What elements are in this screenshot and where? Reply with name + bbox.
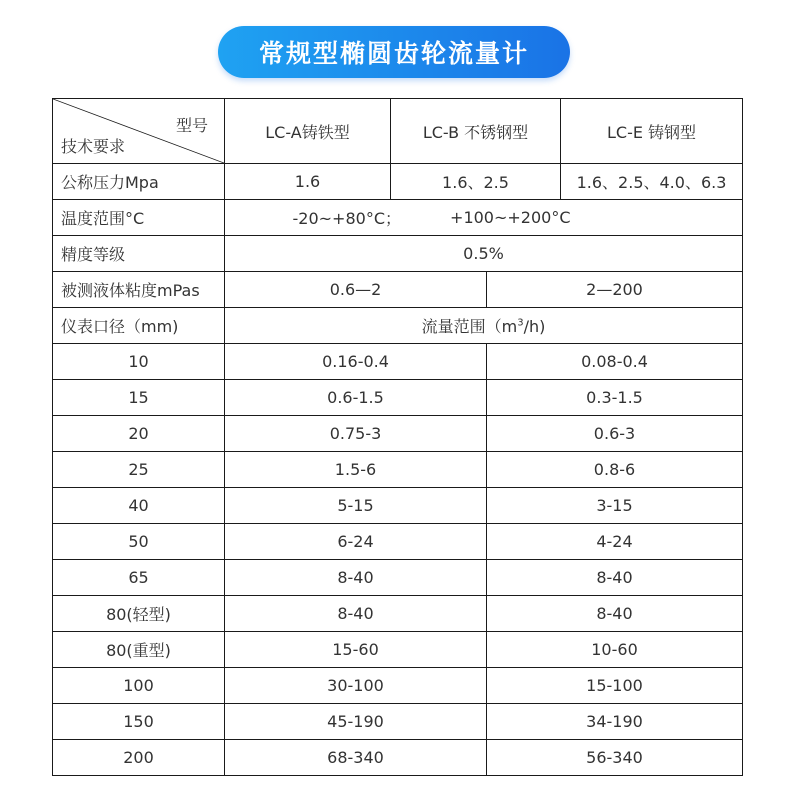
- flow-high-cell: 0.6-3: [487, 416, 743, 452]
- size-cell: 80(重型): [53, 632, 225, 668]
- spec-table: [52, 98, 743, 776]
- size-cell: 40: [53, 488, 225, 524]
- table-row: [53, 488, 743, 524]
- flow-low-cell: 8-40: [225, 560, 487, 596]
- flow-high-cell: 3-15: [487, 488, 743, 524]
- viscosity-row: [53, 272, 743, 308]
- temperature-row: [53, 200, 743, 236]
- flow-low-cell: 1.5-6: [225, 452, 487, 488]
- corner-spec-label: 技术要求: [61, 137, 126, 156]
- table-row: [53, 740, 743, 776]
- size-header-label: 仪表口径（mm): [53, 308, 225, 344]
- flow-range-header: [225, 308, 743, 344]
- flow-high-cell: 15-100: [487, 668, 743, 704]
- pressure-value-e: 1.6、2.5、4.0、6.3: [561, 164, 743, 200]
- flow-high-cell: 10-60: [487, 632, 743, 668]
- size-cell: 80(轻型): [53, 596, 225, 632]
- pressure-label: 公称压力Mpa: [53, 164, 225, 200]
- size-cell: 10: [53, 344, 225, 380]
- page-title: 常规型椭圆齿轮流量计: [218, 26, 570, 78]
- flow-range-text: 流量范围（m: [421, 317, 518, 336]
- pressure-value-a: 1.6: [225, 164, 391, 200]
- pressure-row: [53, 164, 743, 200]
- table-row: [53, 560, 743, 596]
- size-cell: 25: [53, 452, 225, 488]
- model-header-a: LC-A铸铁型: [225, 99, 391, 164]
- flow-high-cell: 0.3-1.5: [487, 380, 743, 416]
- table-row: [53, 416, 743, 452]
- flow-low-cell: 6-24: [225, 524, 487, 560]
- flow-header-row: [53, 308, 743, 344]
- pressure-value-b: 1.6、2.5: [391, 164, 561, 200]
- flow-low-cell: 15-60: [225, 632, 487, 668]
- temperature-value-cell: [225, 200, 743, 236]
- temperature-label: 温度范围°C: [53, 200, 225, 236]
- flow-range-suffix: /h): [523, 317, 546, 336]
- corner-model-label: 型号: [175, 116, 208, 135]
- flow-high-cell: 0.08-0.4: [487, 344, 743, 380]
- table-row: [53, 524, 743, 560]
- flow-low-cell: 0.6-1.5: [225, 380, 487, 416]
- table-row: [53, 668, 743, 704]
- flow-range-superscript: 3: [517, 317, 524, 329]
- viscosity-label: 被测液体粘度mPas: [53, 272, 225, 308]
- corner-cell: [53, 99, 225, 164]
- table-row: [53, 344, 743, 380]
- model-header-e: LC-E 铸钢型: [561, 99, 743, 164]
- flow-low-cell: 68-340: [225, 740, 487, 776]
- viscosity-value-low: 0.6—2: [225, 272, 487, 308]
- flow-low-cell: 0.75-3: [225, 416, 487, 452]
- flow-high-cell: 4-24: [487, 524, 743, 560]
- header-row: [53, 99, 743, 164]
- size-cell: 100: [53, 668, 225, 704]
- size-cell: 65: [53, 560, 225, 596]
- viscosity-value-high: 2—200: [487, 272, 743, 308]
- accuracy-value: 0.5%: [225, 236, 743, 272]
- flow-high-cell: 8-40: [487, 560, 743, 596]
- flow-low-cell: 5-15: [225, 488, 487, 524]
- size-cell: 20: [53, 416, 225, 452]
- flow-low-cell: 45-190: [225, 704, 487, 740]
- accuracy-label: 精度等级: [53, 236, 225, 272]
- flow-low-cell: 8-40: [225, 596, 487, 632]
- temperature-value-low: -20~+80°C；: [292, 209, 401, 228]
- table-row: [53, 704, 743, 740]
- size-cell: 15: [53, 380, 225, 416]
- table-row: [53, 380, 743, 416]
- flow-high-cell: 8-40: [487, 596, 743, 632]
- size-cell: 50: [53, 524, 225, 560]
- table-row: [53, 632, 743, 668]
- size-cell: 200: [53, 740, 225, 776]
- flow-high-cell: 0.8-6: [487, 452, 743, 488]
- model-header-b: LC-B 不锈钢型: [391, 99, 561, 164]
- temperature-value-high: +100~+200°C: [450, 208, 571, 227]
- table-row: [53, 596, 743, 632]
- flow-high-cell: 56-340: [487, 740, 743, 776]
- flow-low-cell: 30-100: [225, 668, 487, 704]
- table-row: [53, 452, 743, 488]
- accuracy-row: [53, 236, 743, 272]
- size-cell: 150: [53, 704, 225, 740]
- flow-high-cell: 34-190: [487, 704, 743, 740]
- flow-low-cell: 0.16-0.4: [225, 344, 487, 380]
